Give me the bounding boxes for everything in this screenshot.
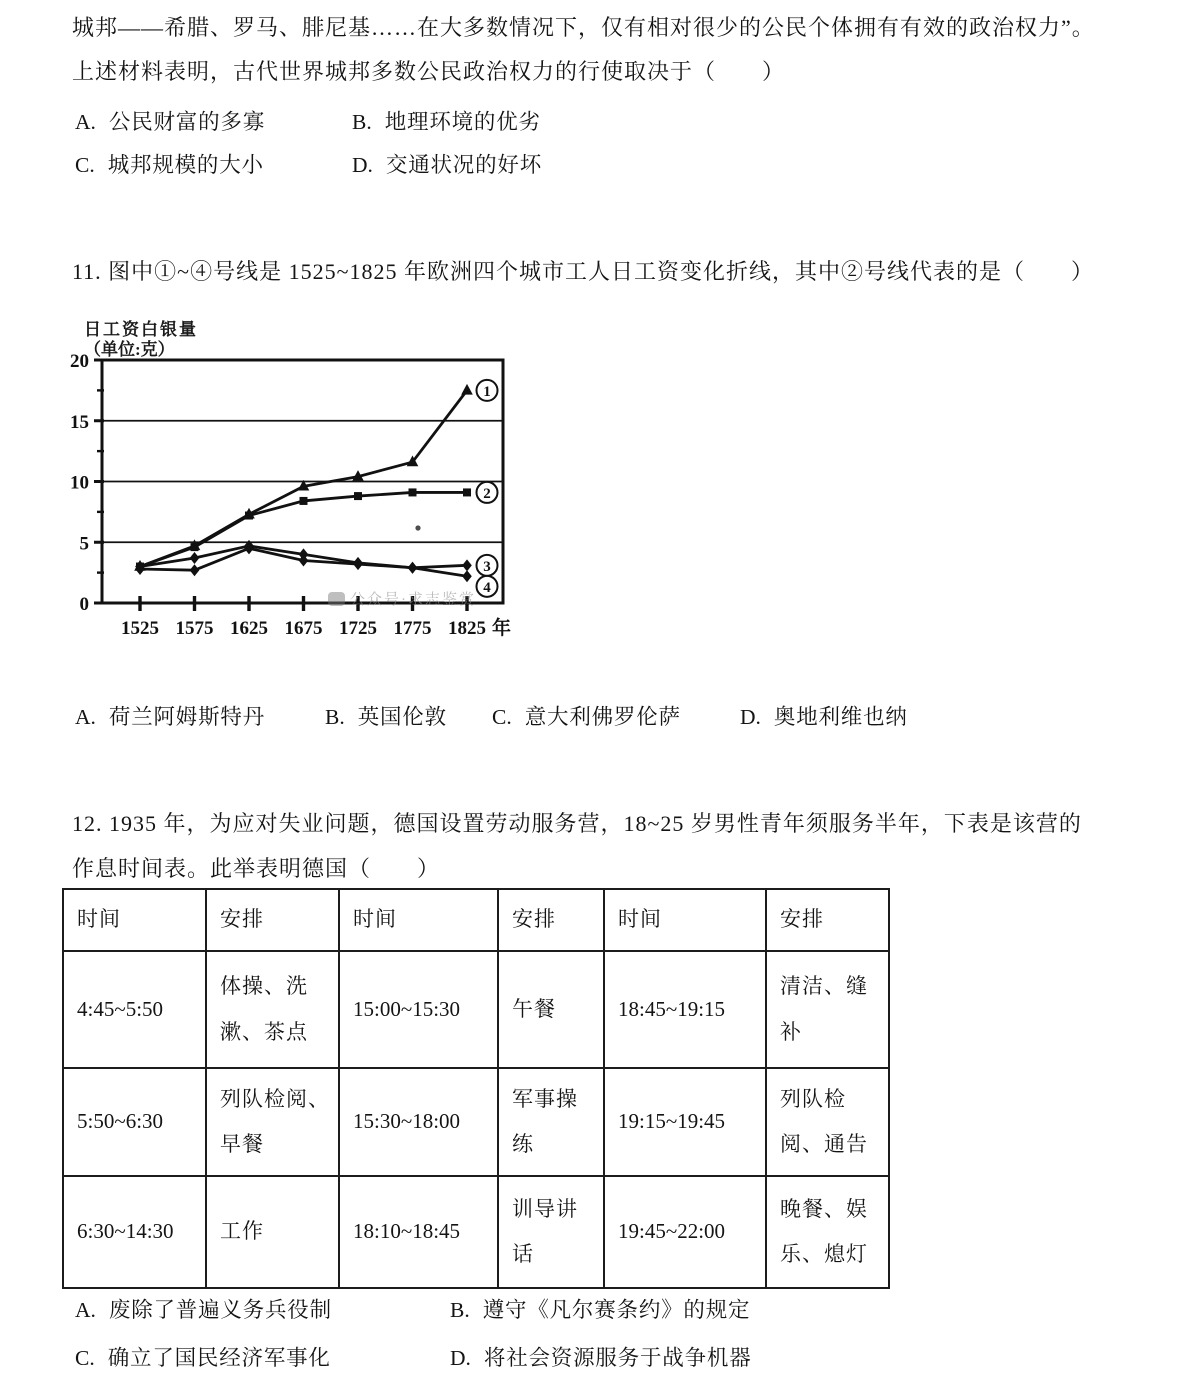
table-cell-time: 18:45~19:15 xyxy=(604,951,766,1068)
svg-text:1575: 1575 xyxy=(175,618,214,639)
q12-stem-line1: 12. 1935 年，为应对失业问题，德国设置劳动服务营，18~25 岁男性青年须服务半年，下表是该营的 xyxy=(72,811,1082,836)
option-text: 奥地利维也纳 xyxy=(773,705,908,729)
option-text: 城邦规模的大小 xyxy=(107,153,264,177)
watermark xyxy=(328,588,476,609)
option-label: A. xyxy=(75,1298,96,1322)
table-cell-time: 5:50~6:30 xyxy=(63,1068,206,1176)
svg-text:4: 4 xyxy=(483,579,491,596)
q11-option-d xyxy=(740,700,908,731)
q12-option-d xyxy=(450,1341,752,1372)
option-label: D. xyxy=(450,1346,471,1370)
option-label: C. xyxy=(75,1346,95,1370)
table-cell-activity: 午餐 xyxy=(498,951,604,1068)
table-cell-time: 18:10~18:45 xyxy=(339,1176,498,1288)
table-cell-activity: 军事操练 xyxy=(498,1068,604,1176)
option-text: 将社会资源服务于战争机器 xyxy=(483,1346,752,1370)
q10-option-b xyxy=(352,105,541,136)
svg-text:0: 0 xyxy=(79,594,89,615)
table-header-cell: 时间 xyxy=(604,889,766,951)
q10-context-line1: 城邦——希腊、罗马、腓尼基……在大多数情况下，仅有相对很少的公民个体拥有有效的政治权力”。 xyxy=(72,15,1095,40)
q12-option-a xyxy=(75,1293,332,1324)
svg-text:1625: 1625 xyxy=(230,618,268,639)
svg-text:1725: 1725 xyxy=(339,618,377,639)
table-header-row xyxy=(63,889,889,951)
option-text: 公民财富的多寡 xyxy=(108,110,266,134)
q11-option-a xyxy=(75,700,265,731)
option-text: 确立了国民经济军事化 xyxy=(107,1346,331,1370)
watermark-text: 公众号·求志鉴赏 xyxy=(350,592,476,608)
table-cell-activity: 晚餐、娱乐、熄灯 xyxy=(766,1176,889,1288)
option-text: 意大利佛罗伦萨 xyxy=(524,705,681,729)
table-header-cell: 时间 xyxy=(339,889,498,951)
option-text: 交通状况的好坏 xyxy=(385,153,543,177)
chart-y-axis-title: 日工资白银量 xyxy=(84,320,198,339)
option-label: A. xyxy=(75,110,96,134)
svg-text:2: 2 xyxy=(483,485,491,502)
q12-option-b xyxy=(450,1293,750,1324)
option-label: D. xyxy=(352,153,373,177)
table-cell-activity: 训导讲话 xyxy=(498,1176,604,1288)
svg-text:年: 年 xyxy=(492,618,512,639)
svg-text:10: 10 xyxy=(70,472,89,494)
svg-text:1: 1 xyxy=(483,383,491,400)
table-row xyxy=(63,951,889,1068)
table-row xyxy=(63,1176,889,1288)
table-header-cell: 安排 xyxy=(206,889,339,951)
q10-option-d xyxy=(352,148,542,179)
option-text: 荷兰阿姆斯特丹 xyxy=(108,705,266,729)
option-label: B. xyxy=(450,1298,470,1322)
option-label: C. xyxy=(492,705,512,729)
watermark-logo-icon xyxy=(328,592,345,606)
table-cell-activity: 列队检阅、通告 xyxy=(766,1068,889,1176)
option-text: 遵守《凡尔赛条约》的规定 xyxy=(482,1298,751,1322)
option-text: 英国伦敦 xyxy=(357,705,447,729)
option-label: A. xyxy=(75,705,96,729)
svg-text:20: 20 xyxy=(70,351,89,372)
option-label: B. xyxy=(352,110,372,134)
table-cell-time: 6:30~14:30 xyxy=(63,1176,206,1288)
option-label: D. xyxy=(740,705,761,729)
table-cell-activity: 体操、洗漱、茶点 xyxy=(206,951,339,1068)
table-cell-time: 15:30~18:00 xyxy=(339,1068,498,1176)
table-cell-time: 15:00~15:30 xyxy=(339,951,498,1068)
svg-text:1525: 1525 xyxy=(121,618,159,639)
table-cell-time: 4:45~5:50 xyxy=(63,951,206,1068)
table-header-cell: 时间 xyxy=(63,889,206,951)
table-cell-activity: 清洁、缝补 xyxy=(766,951,889,1068)
table-header-cell: 安排 xyxy=(766,889,889,951)
option-text: 废除了普遍义务兵役制 xyxy=(108,1298,332,1322)
q11-stem: 11. 图中①~④号线是 1525~1825 年欧洲四个城市工人日工资变化折线，其中②号线代表的是（ ） xyxy=(72,259,1094,284)
table-cell-activity: 工作 xyxy=(206,1176,339,1288)
table-row xyxy=(63,1068,889,1176)
q12-stem-line2: 作息时间表。此举表明德国（ ） xyxy=(72,856,441,881)
table-cell-time: 19:15~19:45 xyxy=(604,1068,766,1176)
schedule-table xyxy=(62,888,890,1289)
svg-text:1825: 1825 xyxy=(448,618,486,639)
q11-option-c xyxy=(492,700,681,731)
q10-option-a xyxy=(75,105,265,136)
q10-option-c xyxy=(75,148,264,179)
option-label: C. xyxy=(75,153,95,177)
option-label: B. xyxy=(325,705,345,729)
svg-text:1675: 1675 xyxy=(284,618,323,639)
q11-option-b xyxy=(325,700,447,731)
svg-text:15: 15 xyxy=(70,411,89,433)
table-cell-time: 19:45~22:00 xyxy=(604,1176,766,1288)
wage-line-chart xyxy=(70,312,540,647)
option-text: 地理环境的优劣 xyxy=(384,110,541,134)
chart-y-axis-unit: （单位:克） xyxy=(84,340,175,359)
table-cell-activity: 列队检阅、早餐 xyxy=(206,1068,339,1176)
table-header-cell: 安排 xyxy=(498,889,604,951)
svg-text:3: 3 xyxy=(483,558,491,575)
q10-context-line2: 上述材料表明，古代世界城邦多数公民政治权力的行使取决于（ ） xyxy=(72,59,786,84)
q12-option-c xyxy=(75,1341,331,1372)
svg-text:5: 5 xyxy=(79,533,89,555)
svg-text:1775: 1775 xyxy=(393,618,432,639)
